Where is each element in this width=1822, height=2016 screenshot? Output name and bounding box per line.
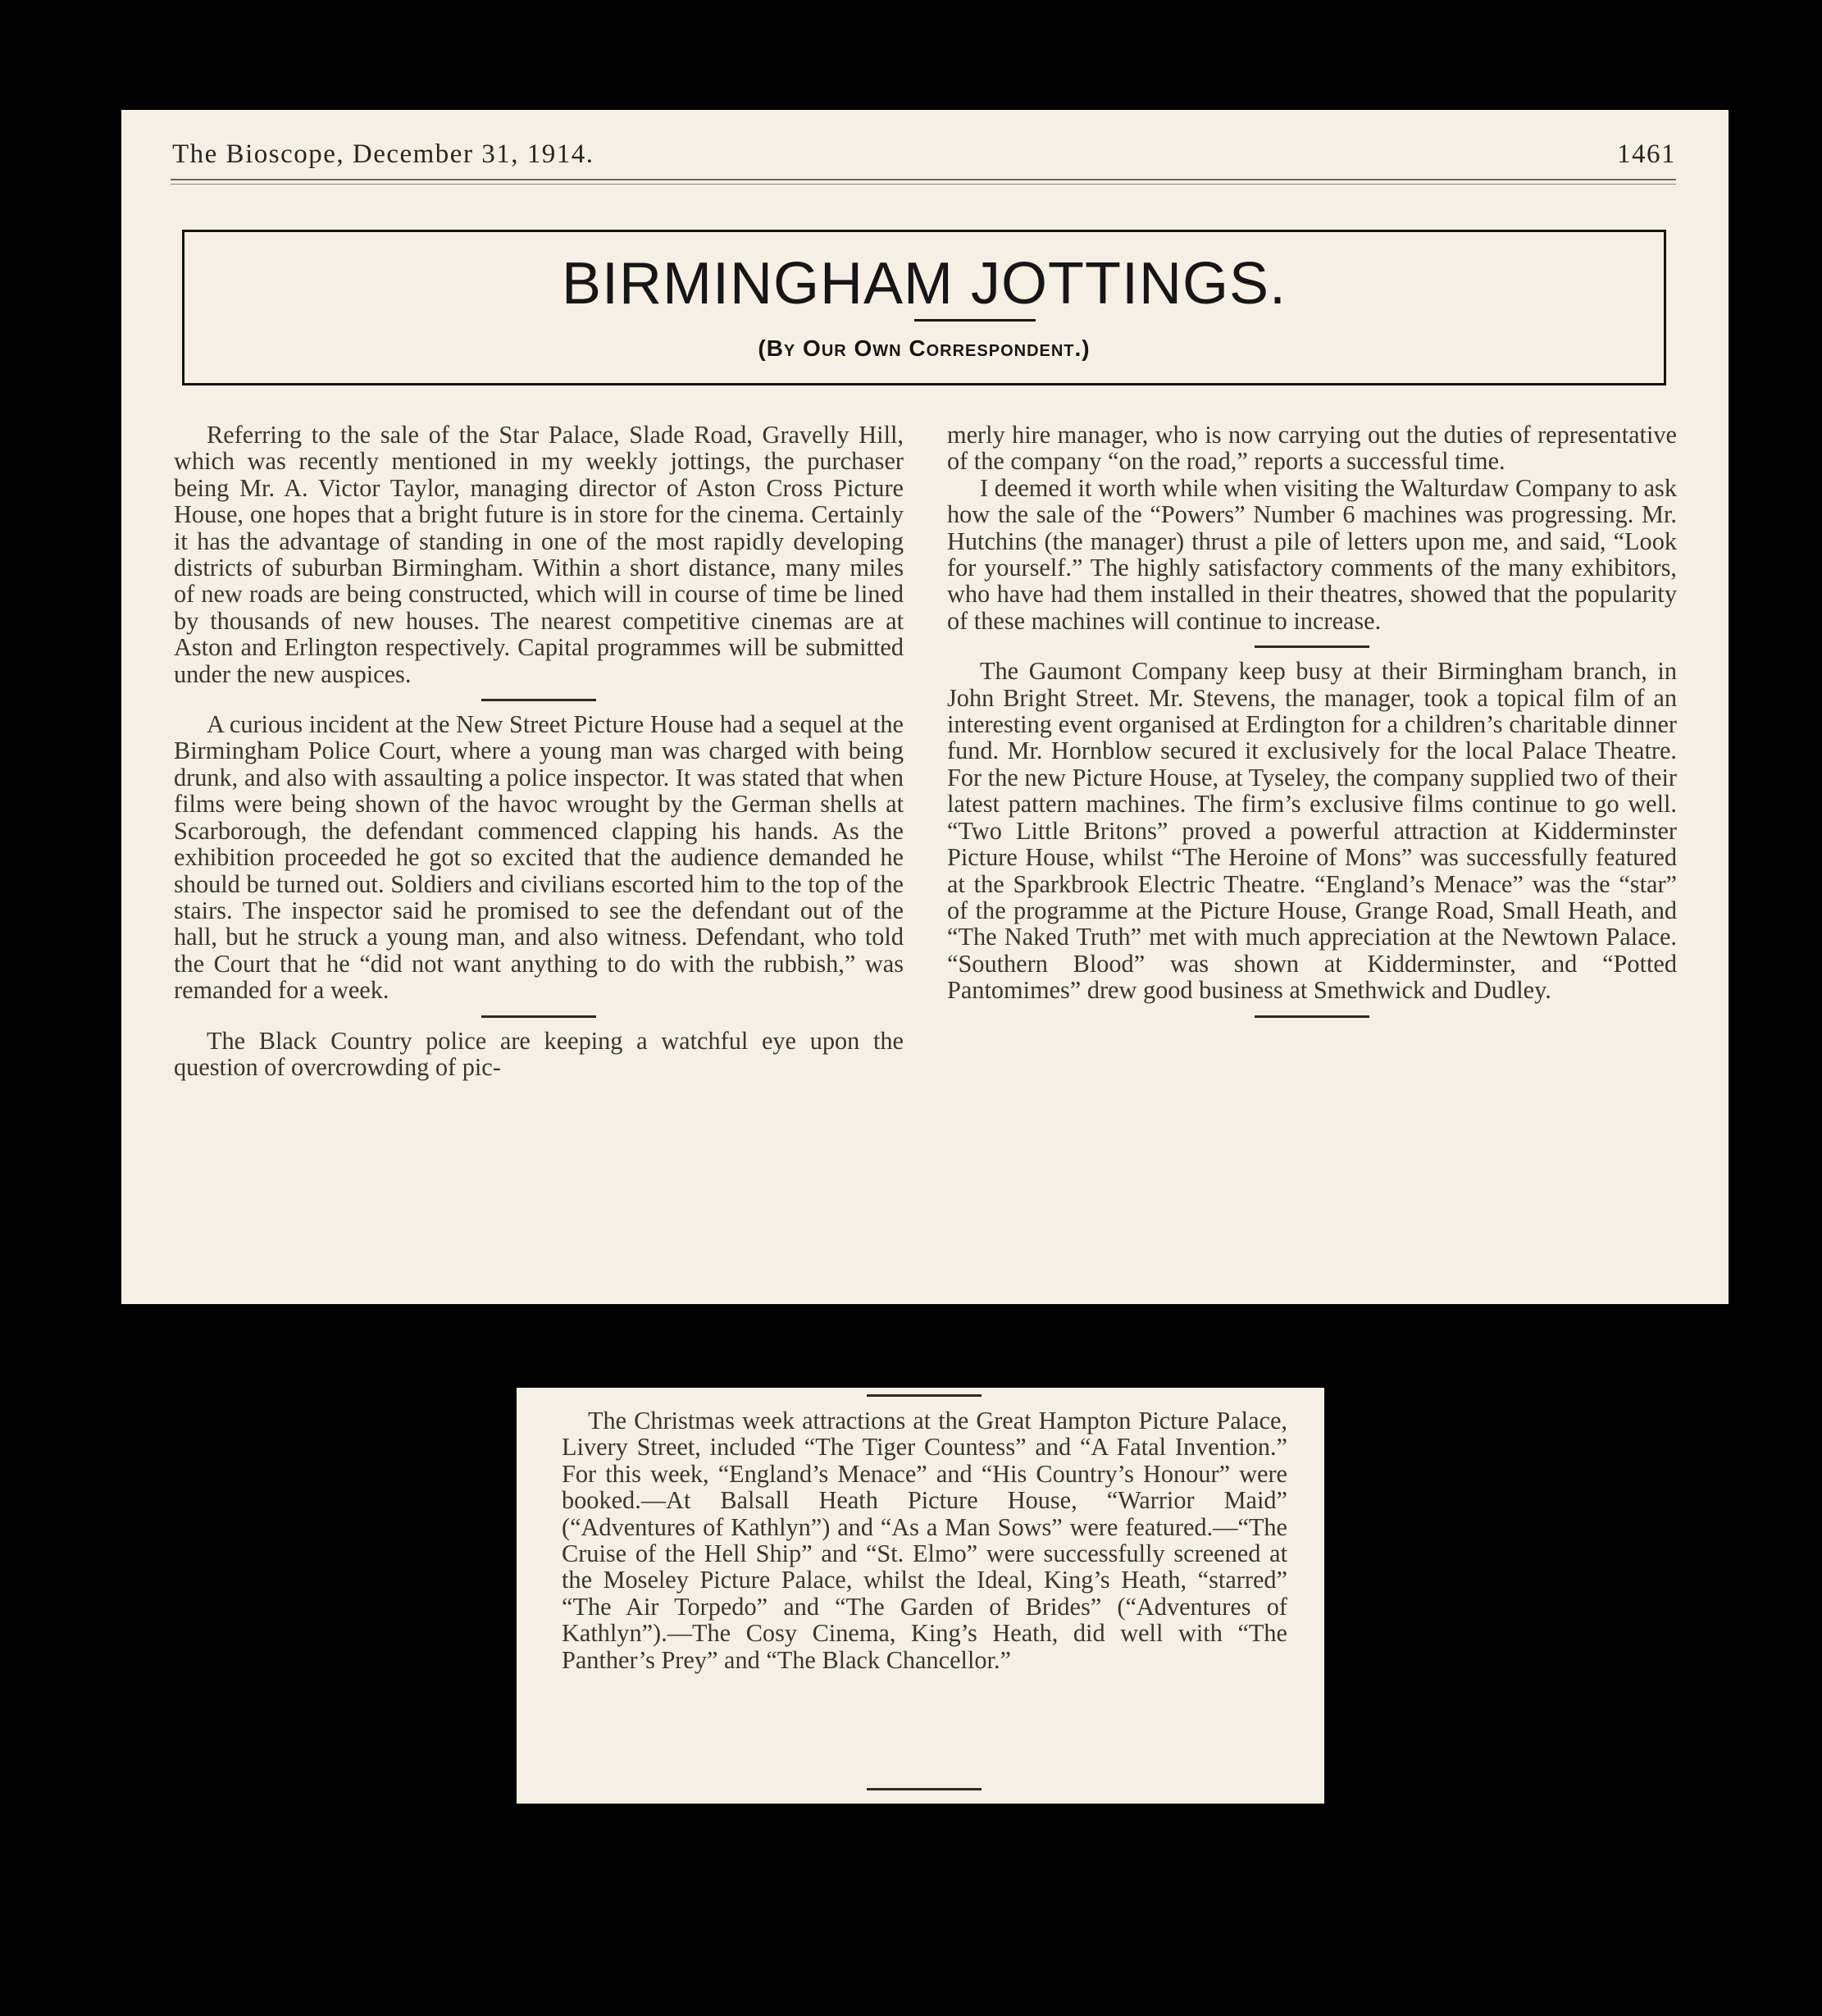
paragraph-walturdaw: I deemed it worth while when visiting the Walturdaw Company to ask how the sale of the “Powers” Number 6 machines was progressing. Mr. Hutchins (the manager) thrust a pile of letters upon me, and said, “Look for yourself.” The highly satisfactory comments of the many exhibitors, who have had them installed in their theatres, showed that the popularity of these machines will continue to increase. <box>947 473 1677 635</box>
left-column <box>174 422 904 1080</box>
article-title: BIRMINGHAM JOTTINGS. <box>562 251 1287 317</box>
bottom-clipping <box>517 1388 1324 1804</box>
section-divider-top <box>867 1394 982 1397</box>
header-rule-thin <box>171 184 1676 185</box>
right-column <box>947 422 1677 1028</box>
header-rule <box>171 179 1676 180</box>
running-title: The Bioscope, December 31, 1914. <box>172 139 594 169</box>
title-box <box>182 230 1666 385</box>
section-divider <box>481 699 596 701</box>
section-divider <box>1255 1015 1369 1018</box>
paragraph-hire-manager: merly hire manager, who is now carrying out the duties of representative of the company “on the road,” reports a successful time. <box>947 421 1677 476</box>
page-number: 1461 <box>1617 139 1676 169</box>
bottom-column <box>562 1407 1287 1673</box>
paragraph-police-court: A curious incident at the New Street Picture House had a sequel at the Birmingham Police Court, where a young man was charged with being drunk, and also with assaulting a police inspector. It was stated that when films were being shown of the havoc wrought by the German shells at Scarborough, the defendant commenced clapping his hands. As the exhibition proceeded he got so excited that the audience demanded he should be turned out. Soldiers and civilians escorted him to the top of the stairs. The inspector said he promised to see the defendant out of the hall, but he struck a young man, and also witness. Defendant, who told the Court that he “did not want anything to do with the rubbish,” was remanded for a week. <box>174 710 904 1005</box>
section-divider <box>481 1015 596 1018</box>
paragraph-christmas-week: The Christmas week attractions at the Great Hampton Picture Palace, Livery Street, included “The Tiger Countess” and “A Fatal Invention.” For this week, “England’s Menace” and “His Country’s Honour” were booked.—At Balsall Heath Picture House, “Warrior Maid” (“Adventures of Kathlyn”) and “As a Man Sows” were featured.—“The Cruise of the Hell Ship” and “St. Elmo” were successfully screened at the Moseley Picture Palace, whilst the Ideal, King’s Heath, “starred” “The Air Torpedo” and “The Garden of Brides” (“Adventures of Kathlyn”).—The Cosy Cinema, King’s Heath, did well with “The Panther’s Prey” and “The Black Chancellor.” <box>562 1407 1287 1674</box>
section-divider-bottom <box>867 1788 982 1790</box>
title-underline <box>914 319 1036 322</box>
running-header <box>172 130 1676 179</box>
paragraph-gaumont: The Gaumont Company keep busy at their Birmingham branch, in John Bright Street. Mr. Stevens, the manager, took a topical film of an interesting event organised at Erdington for a children’s charitable dinner fund. Mr. Hornblow secured it exclusively for the local Palace Theatre. For the new Picture House, at Tyseley, the company supplied two of their latest pattern machines. The firm’s exclusive films continue to go well. “Two Little Britons” proved a powerful attraction at Kidderminster Picture House, whilst “The Heroine of Mons” was successfully featured at the Sparkbrook Electric Theatre. “England’s Menace” was the “star” of the programme at the Picture House, Grange Road, Small Heath, and “The Naked Truth” met with much appreciation at the Newtown Palace. “Southern Blood” was shown at Kidderminster, and “Potted Pantomimes” drew good business at Smethwick and Dudley. <box>947 657 1677 1005</box>
paragraph-star-palace: Referring to the sale of the Star Palace, Slade Road, Gravelly Hill, which was recently mentioned in my weekly jottings, the purchaser being Mr. A. Victor Taylor, managing director of Aston Cross Picture House, one hopes that a bright future is in store for the cinema. Certainly it has the advantage of standing in one of the most rapidly developing districts of suburban Birmingham. Within a short distance, many miles of new roads are being constructed, which will in course of time be lined by thousands of new houses. The nearest competitive cinemas are at Aston and Erlington respectively. Capital programmes will be submitted under the new auspices. <box>174 421 904 688</box>
paragraph-black-country: The Black Country police are keeping a watchful eye upon the question of overcrowding of pic- <box>174 1026 904 1081</box>
article-byline: (By Our Own Correspondent.) <box>758 335 1091 361</box>
top-clipping <box>121 110 1729 1304</box>
section-divider <box>1255 645 1369 648</box>
